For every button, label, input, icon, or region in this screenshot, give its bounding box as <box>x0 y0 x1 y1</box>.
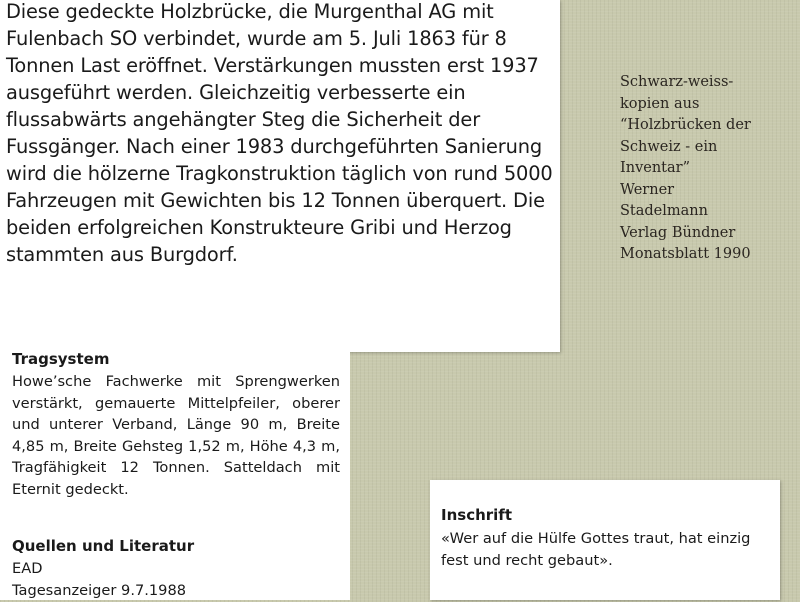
quellen-item: EAD <box>12 560 43 577</box>
article-clipping <box>0 0 560 352</box>
article-paragraph: Diese gedeckte Holzbrücke, die Murgenthal AG mit Fulenbach SO verbindet, wurde am 5. Juli 1863 für 8 Tonnen Last eröffnet. Verstärkungen mussten erst 1937 ausgeführt werden. Gleichzeitig verbesserte ein flussabwärts angehängter Steg die Sicherheit der Fussgänger. Nach einer 1983 durchgeführten Sanierung wird die hölzerne Tragkonstruktion täglich von rund 5000 Fahrzeugen mit Gewichten bis 12 Tonnen überquert. Die beiden erfolgreichen Konstrukteure Gribi und Herzog stammten aus Burgdorf. <box>6 0 553 266</box>
inschrift-heading: Inschrift <box>441 506 512 524</box>
tragsystem-heading: Tragsystem <box>12 350 110 368</box>
inschrift-text: «Wer auf die Hülfe Gottes traut, hat einzig fest und recht gebaut». <box>441 530 751 569</box>
source-caption: Schwarz-weiss- kopien aus “Holzbrücken der Schweiz - ein Inventar” Werner Stadelmann Verlag Bündner Monatsblatt 1990 <box>620 74 751 262</box>
quellen-item: Tagesanzeiger 9.7.1988 <box>12 582 187 599</box>
inschrift-clipping <box>430 480 780 600</box>
tragsystem-text: Howe’sche Fachwerke mit Sprengwerken verstärkt, gemauerte Mittelpfeiler, oberer und unterer Verband, Länge 90 m, Breite 4,85 m, Breite Gehsteg 1,52 m, Höhe 4,3 m, Tragfähigkeit 12 Tonnen. Satteldach mit Eternit gedeckt. <box>12 373 340 498</box>
tragsystem-clipping <box>0 350 350 600</box>
quellen-heading: Quellen und Literatur <box>12 537 195 555</box>
